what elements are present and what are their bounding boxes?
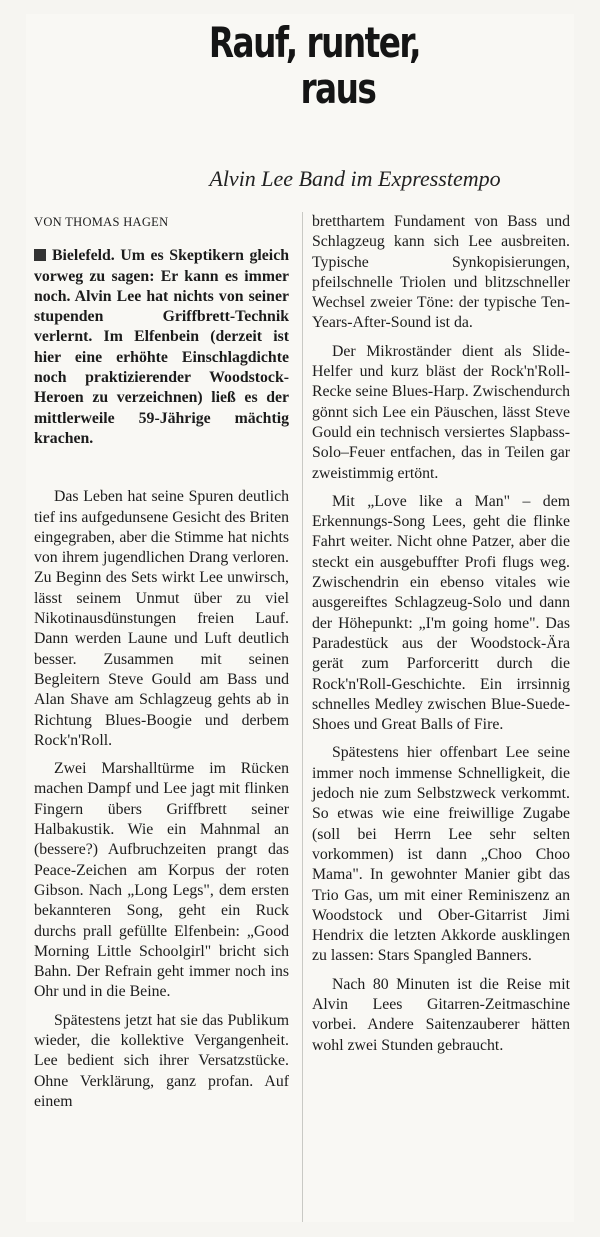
- body-paragraph: Der Mikroständer dient als Slide-Helfer und kurz bläst der Rock'n'Roll-Recke seine Blues-Harp. Zwischendurch gönnt sich Lee ein Päuschen, lässt Steve Gould ein technisch versiertes Slapbass-Solo–Feuer entfachen, das in Teilen gar zweistimmig ertönt.: [312, 342, 570, 482]
- headline-line-1: Rauf, runter,: [208, 18, 421, 67]
- body-paragraph: Zwei Marshalltürme im Rücken machen Dampf und Lee jagt mit flinken Fingern übers Griffbrett seiner Halbakustik. Wie ein Mahnmal an (bessere?) Aufbruchzeiten prangt das Peace-Zeichen am Korpus der roten Gibson. Nach „Long Legs", dem ersten bekannteren Song, geht ein Ruck durchs prall gefüllte Elfenbein: „Good Morning Little Schoolgirl" bricht sich Bahn. Der Refrain geht immer noch ins Ohr und in die Beine.: [34, 760, 289, 1001]
- lead-text: Bielefeld. Um es Skeptikern gleich vorweg zu sagen: Er kann es immer noch. Alvin Lee hat nichts von seiner stupenden Griffbrett-Technik verlernt. Im Elfenbein (derzeit ist hier eine erhöhte Einschlagdichte noch praktizierender Woodstock-Heroen zu verzeichnen) ließ es der mittlerweile 59-Jährige mächtig krachen.: [34, 247, 289, 447]
- square-bullet-icon: [34, 249, 46, 261]
- body-paragraph: Spätestens hier offenbart Lee seine immer noch immense Schnelligkeit, die jedoch nie zum Selbstzweck verkommt. So etwas wie eine freiwillige Zugabe (soll bei Herrn Lee sehr selten vorkommen) ist dann „Choo Choo Mama". In gewohnter Manier gibt das Trio Gas, um mit einer Reminiszenz an Woodstock und Ober-Gitarrist Jimi Hendrix die letzten Akkorde ausklingen zu lassen: Stars Spangled Banners.: [312, 744, 570, 965]
- headline-line-2: raus: [300, 64, 376, 113]
- byline: VON THOMAS HAGEN: [34, 215, 169, 229]
- newspaper-clipping: [26, 14, 574, 1222]
- body-paragraph: Nach 80 Minuten ist die Reise mit Alvin Lees Gitarren-Zeitmaschine vorbei. Andere Saitenzauberer hätten wohl zwei Stunden gebraucht.: [312, 975, 570, 1054]
- body-paragraph: Das Leben hat seine Spuren deutlich tief ins aufgedunsene Gesicht des Briten eingegraben, aber die Stimme hat nichts von ihrem jugendlichen Drang verloren. Zu Beginn des Sets wirkt Lee unwirsch, lässt seinem Unmut über zu viel Nikotinausdünstungen freien Lauf. Dann werden Laune und Luft deutlich besser. Zusammen mit seinen Begleitern Steve Gould am Bass und Alan Shave am Schlagzeug gehts ab in Richtung Blues-Boogie und derbem Rock'n'Roll.: [34, 488, 289, 749]
- column-right: [312, 212, 570, 1064]
- lead-paragraph: [34, 246, 289, 449]
- body-paragraph: Mit „Love like a Man" – dem Erkennungs-Song Lees, geht die flinke Fahrt weiter. Nicht ohne Patzer, aber die steckt ein ausgebuffter Profi flugs weg. Zwischendrin ein ebenso vitales wie ausgereiftes Schlagzeug-Solo und dann der Höhepunkt: „I'm going home". Das Paradestück aus der Woodstock-Ära gerät zum Parforceritt durch die Rock'n'Roll-Geschichte. Ein irrsinnig schnelles Medley zwischen Blue-Suede-Shoes und Great Balls of Fire.: [312, 492, 570, 734]
- body-paragraph: Spätestens jetzt hat sie das Publikum wieder, die kollektive Vergangenheit. Lee bedient sich ihrer Versatzstücke. Ohne Verklärung, ganz profan. Auf einem: [34, 1011, 289, 1110]
- subheadline: Alvin Lee Band im Expresstempo: [209, 166, 501, 191]
- column-divider: [302, 212, 303, 1222]
- headline: [101, 20, 528, 112]
- column-left: [34, 212, 289, 1120]
- body-paragraph: bretthartem Fundament von Bass und Schlagzeug kann sich Lee ausbreiten. Typische Synkopisierungen, pfeilschnelle Triolen und blitzschneller Wechsel zweier Töne: der typische Ten-Years-After-Sound ist da.: [312, 213, 570, 332]
